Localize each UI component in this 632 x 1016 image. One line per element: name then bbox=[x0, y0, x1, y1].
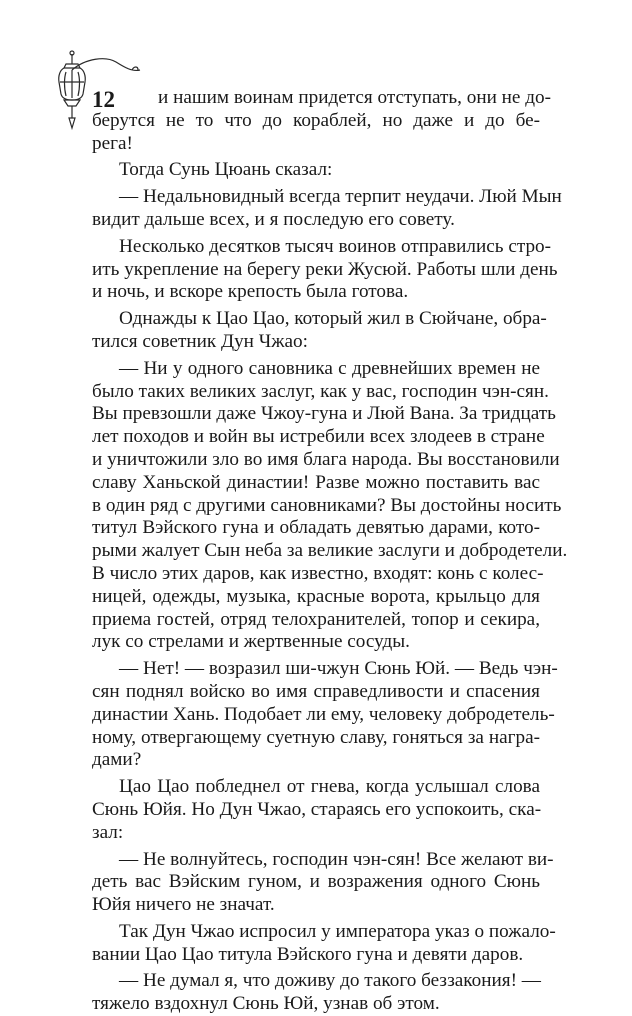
text-line: рыми жалует Сын неба за великие заслуги и добродетели. bbox=[92, 540, 568, 562]
text-line: славу Ханьской династии! Разве можно поставить вас bbox=[92, 471, 540, 493]
text-line: берутся не то что до кораблей, но даже и до бе- bbox=[92, 109, 540, 131]
text-line: ному, отвергающему суетную славу, гоняться за награ- bbox=[92, 726, 540, 748]
text-line: — Не думал я, что доживу до такого беззакония! — bbox=[119, 970, 541, 992]
text-line: ить укрепление на берегу реки Жусюй. Работы шли день bbox=[92, 258, 558, 280]
page-number: 12 bbox=[92, 87, 115, 112]
paragraph bbox=[92, 970, 540, 1016]
text-line: и нашим воинам придется отступать, они не до- bbox=[158, 87, 551, 108]
text-line: Цао Цао побледнел от гнева, когда услышал слова bbox=[119, 776, 540, 798]
text-line: титул Вэйского гуна и обладать девятью дарами, кото- bbox=[92, 517, 540, 539]
text-line: дами? bbox=[92, 749, 142, 771]
text-line: Тогда Сунь Цюань сказал: bbox=[119, 159, 333, 181]
text-line: видит дальше всех, и я последую его совету. bbox=[92, 208, 455, 230]
paragraph bbox=[92, 235, 558, 304]
text-line: в один ряд с другими сановниками? Вы достойны носить bbox=[92, 494, 562, 516]
text-line: деть вас Вэйским гуном, и возражения одного Сюнь bbox=[92, 871, 540, 893]
text-line: — Не волнуйтесь, господин чэн-сян! Все желают ви- bbox=[119, 848, 554, 870]
text-line: — Ни у одного сановника с древнейших времен не bbox=[119, 357, 540, 379]
text-line: было таких великих заслуг, как у вас, господин чэн-сян. bbox=[92, 380, 549, 402]
text-line: В число этих даров, как известно, входят: конь с колес- bbox=[92, 562, 544, 584]
text-line: лет походов и войн вы истребили всех злодеев в стране bbox=[92, 426, 545, 448]
text-line: тяжело вздохнул Сюнь Юй, узнав об этом. bbox=[92, 993, 440, 1015]
text-line: приема гостей, отряд телохранителей, топор и секира, bbox=[92, 608, 540, 630]
text-line: ницей, одежды, музыка, красные ворота, крыльцо для bbox=[92, 585, 540, 607]
text-line: рега! bbox=[92, 132, 133, 154]
text-line: лук со стрелами и жертвенные сосуды. bbox=[92, 631, 410, 653]
paragraph bbox=[92, 87, 551, 155]
text-line: — Нет! — возразил ши-чжун Сюнь Юй. — Ведь чэн- bbox=[119, 658, 558, 680]
text-line: Несколько десятков тысяч воинов отправились стро- bbox=[119, 235, 552, 257]
paragraph bbox=[92, 159, 540, 182]
text-line: зал: bbox=[92, 821, 124, 843]
paragraph bbox=[92, 308, 547, 354]
text-line: и уничтожили зло во имя блага народа. Вы восстановили bbox=[92, 448, 560, 470]
text-line: династии Хань. Подобает ли ему, человеку добродетель- bbox=[92, 703, 555, 725]
paragraph bbox=[92, 920, 556, 967]
paragraph bbox=[92, 186, 562, 232]
text-line: Однажды к Цао Цао, который жил в Сюйчане, обра- bbox=[119, 308, 547, 330]
paragraph bbox=[92, 658, 558, 772]
paragraph bbox=[92, 776, 540, 844]
text-line: тился советник Дун Чжао: bbox=[92, 330, 308, 352]
paragraph bbox=[92, 357, 568, 654]
text-line: — Недальновидный всегда терпит неудачи. Люй Мын bbox=[119, 186, 562, 208]
text-line: Юйя ничего не значат. bbox=[92, 894, 275, 916]
text-line: и ночь, и вскоре крепость была готова. bbox=[92, 281, 409, 303]
text-line: Вы превзошли даже Чжоу-гуна и Люй Вана. За тридцать bbox=[92, 403, 556, 425]
text-line: Так Дун Чжао испросил у императора указ о пожало- bbox=[119, 920, 556, 942]
text-line: Сюнь Юйя. Но Дун Чжао, стараясь его успокоить, ска- bbox=[92, 798, 542, 820]
paragraph bbox=[92, 848, 554, 917]
page-text bbox=[92, 87, 568, 1016]
text-line: вании Цао Цао титула Вэйского гуна и девяти даров. bbox=[92, 943, 524, 965]
text-line: сян поднял войско во имя справедливости и спасения bbox=[92, 680, 540, 702]
